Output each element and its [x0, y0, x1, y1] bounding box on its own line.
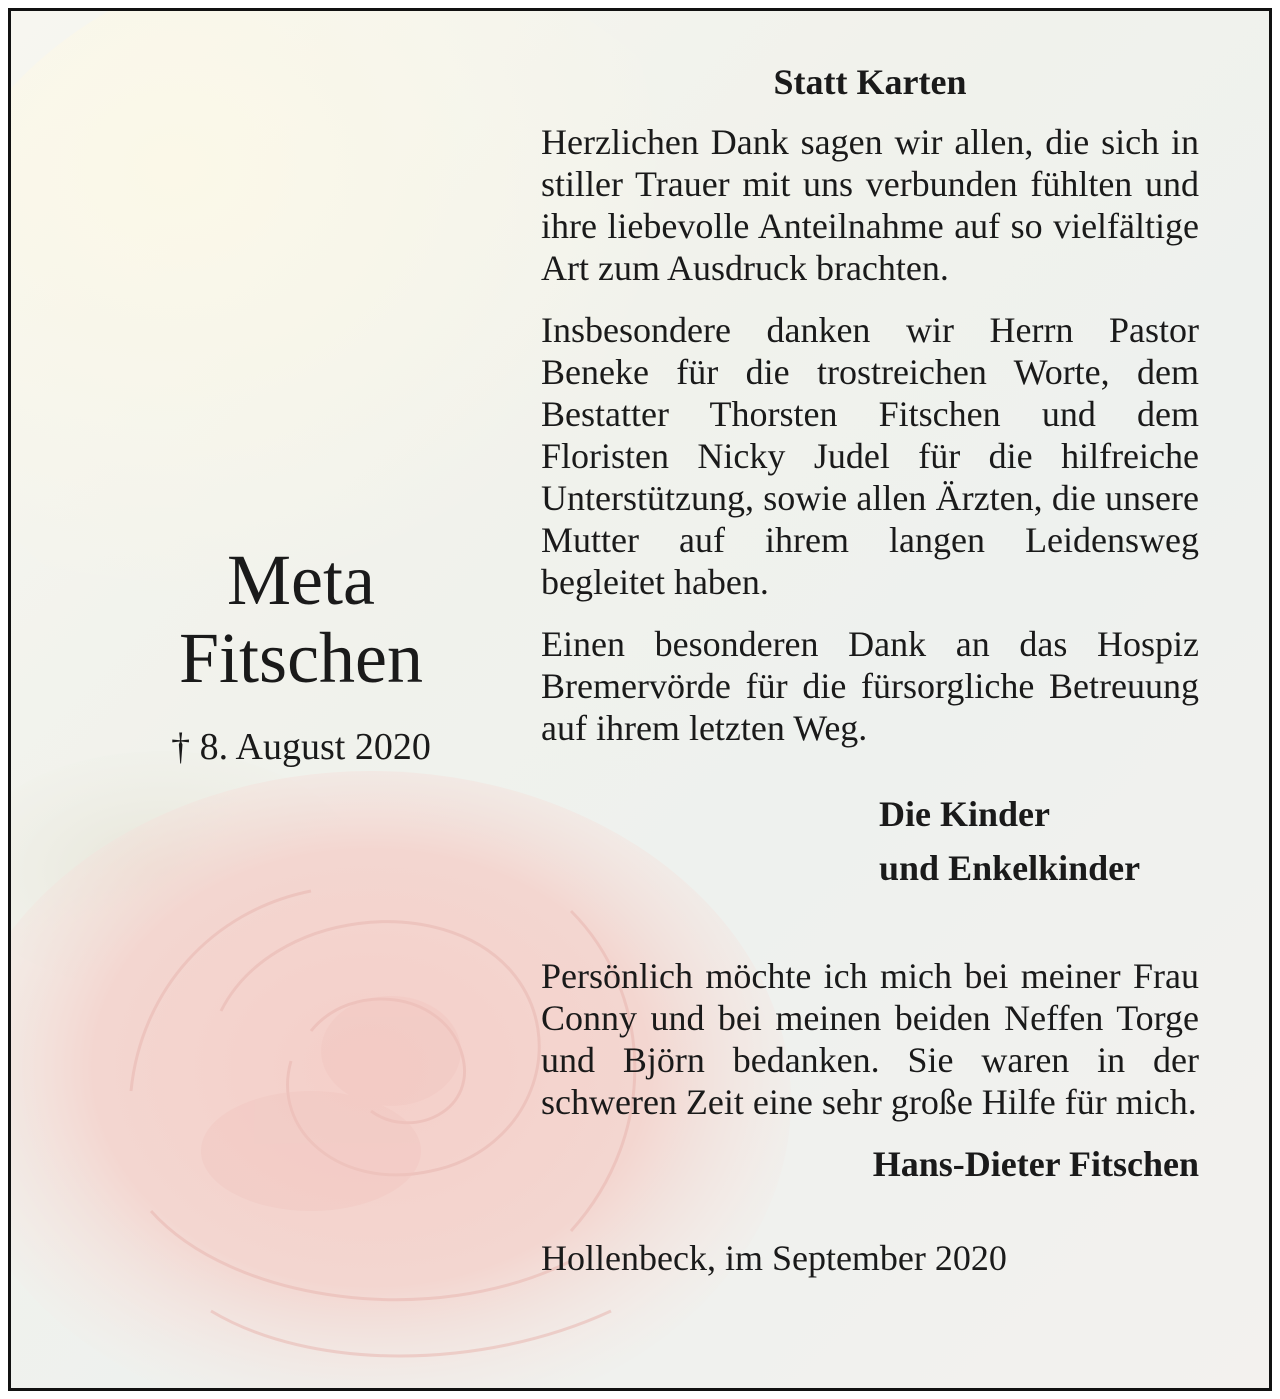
death-date: † 8. August 2020 [171, 726, 431, 768]
obituary-card [8, 8, 1272, 1391]
signoff-line-1: Die Kinder [879, 794, 1050, 834]
family-signoff [879, 787, 1199, 895]
deceased-block [11, 541, 591, 769]
thanks-paragraph-3: Einen besonderen Dank an das Hospiz Bremervörde für die fürsorgliche Betreuung auf ihrem letzten Weg. [541, 624, 1199, 748]
notice-text [541, 61, 1199, 1279]
notice-heading: Statt Karten [773, 62, 967, 102]
deceased-first-name: Meta [227, 540, 375, 620]
personal-signature: Hans-Dieter Fitschen [872, 1144, 1199, 1184]
thanks-paragraph-2: Insbesondere danken wir Herrn Pastor Beneke für die trostreichen Worte, dem Bestatter Thorsten Fitschen und dem Floristen Nicky Judel für die hilfreiche Unterstützung, sowie allen Ärzten, die unsere Mutter auf ihrem langen Leidensweg begleitet haben. [541, 310, 1199, 602]
place-date: Hollenbeck, im September 2020 [541, 1238, 1007, 1278]
deceased-last-name: Fitschen [179, 618, 423, 698]
thanks-paragraph-1: Herzlichen Dank sagen wir allen, die sich in stiller Trauer mit uns verbunden fühlten und ihre liebevolle Anteilnahme auf so vielfältige Art zum Ausdruck brachten. [541, 122, 1199, 288]
personal-paragraph: Persönlich möchte ich mich bei meiner Frau Conny und bei meinen beiden Neffen Torge und Björn bedanken. Sie waren in der schweren Zeit eine sehr große Hilfe für mich. [541, 956, 1199, 1122]
signoff-line-2: und Enkelkinder [879, 848, 1141, 888]
